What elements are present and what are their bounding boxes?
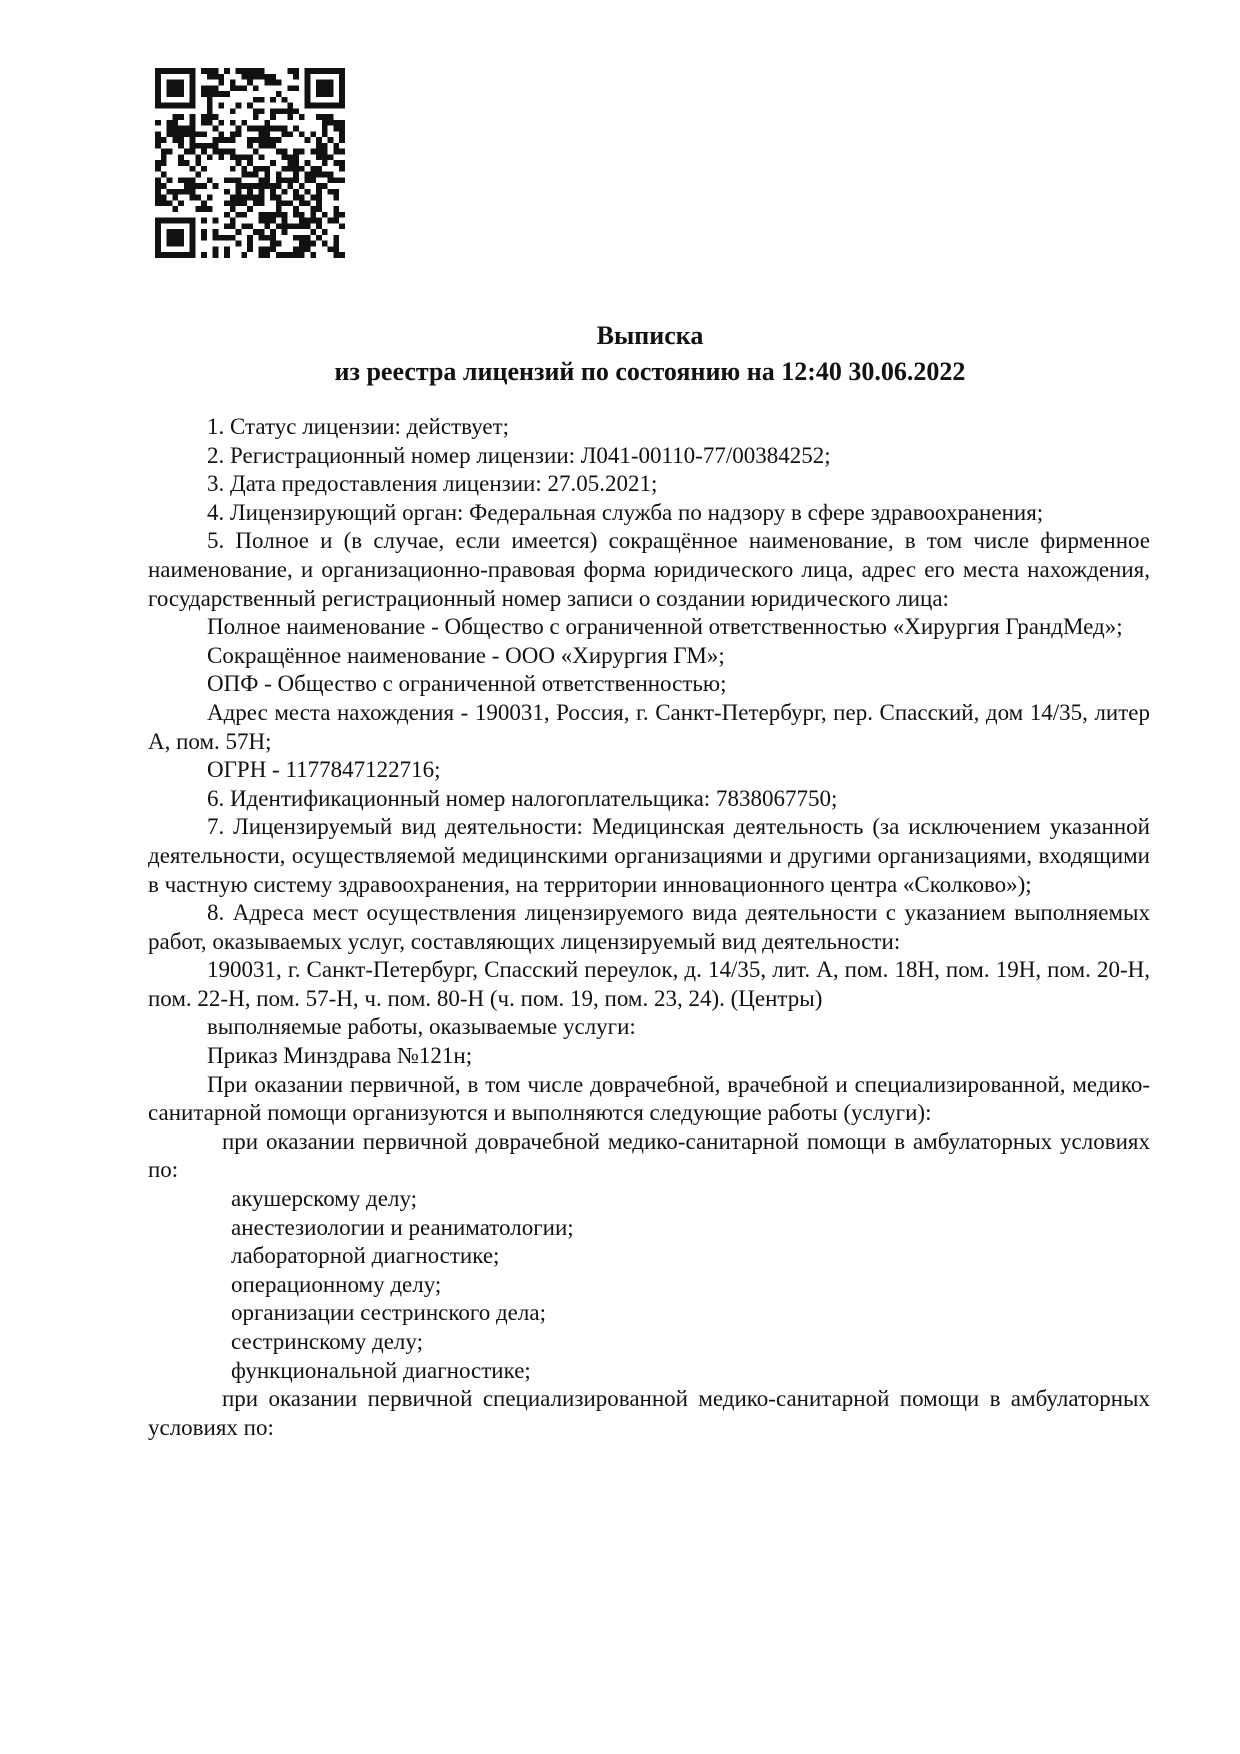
full-name: Полное наименование - Общество с ограниченной ответственностью «Хирургия ГрандМед»; [207, 614, 1123, 640]
prevrach-paragraph: при оказании первичной доврачебной медико-санитарной помощи в амбулаторных условиях по: [148, 1128, 1150, 1183]
service-item: операционному делу; [231, 1271, 442, 1297]
item-5-heading: 5. Полное и (в случае, если имеется) сокращённое наименование, в том числе фирменное наименование, и организационно-правовая форма юридического лица, адрес его места нахождения, государственный регистрационный номер записи о создании юридического лица: [148, 528, 1150, 611]
opf: ОПФ - Общество с ограниченной ответственностью; [207, 671, 727, 697]
license-status: 1. Статус лицензии: действует; [207, 414, 510, 439]
service-item: организации сестринского дела; [231, 1300, 546, 1326]
licensed-activity: 7. Лицензируемый вид деятельности: Медицинская деятельность (за исключением указанной деятельности, осуществляемой медицинскими организациями и другими организациями, входящими в частную систему здравоохранения, на территории инновационного центра «Сколково»); [148, 814, 1150, 897]
specialized-paragraph: при оказании первичной специализированной медико-санитарной помощи в амбулаторных условиях по: [148, 1386, 1150, 1440]
ogrn: ОГРН - 1177847122716; [207, 757, 441, 783]
service-item: акушерскому делу; [231, 1186, 418, 1212]
short-name: Сокращённое наименование - ООО «Хирургия ГМ»; [207, 642, 725, 668]
item-8-heading: 8. Адреса мест осуществления лицензируемого вида деятельности с указанием выполняемых работ, оказываемых услуг, составляющих лицензируемый вид деятельности: [148, 900, 1150, 954]
services-list [148, 1185, 1150, 1385]
licensing-authority: 4. Лицензирующий орган: Федеральная служба по надзору в сфере здравоохранения; [207, 499, 1044, 525]
order-reference: Приказ Минздрава №121н; [207, 1043, 473, 1069]
document-title [150, 318, 1150, 390]
legal-address: Адрес места нахождения - 190031, Россия, г. Санкт-Петербург, пер. Спасский, дом 14/35, литер А, пом. 57Н; [148, 699, 1150, 754]
service-item: лабораторной диагностике; [231, 1243, 500, 1269]
service-item: анестезиологии и реаниматологии; [231, 1214, 574, 1240]
title-line-1: Выписка [596, 321, 704, 350]
service-item: сестринскому делу; [231, 1329, 423, 1354]
license-date: 3. Дата предоставления лицензии: 27.05.2021; [207, 471, 658, 497]
qr-code-icon [155, 68, 345, 258]
primary-care-paragraph: При оказании первичной, в том числе доврачебной, врачебной и специализированной, медико-санитарной помощи организуются и выполняются следующие работы (услуги): [148, 1071, 1150, 1126]
inn: 6. Идентификационный номер налогоплательщика: 7838067750; [207, 785, 838, 811]
document-body [148, 413, 1150, 1442]
title-line-2: из реестра лицензий по состоянию на 12:40 30.06.2022 [334, 357, 966, 386]
service-item: функциональной диагностике; [231, 1357, 531, 1383]
works-heading: выполняемые работы, оказываемые услуги: [207, 1014, 636, 1040]
activity-address: 190031, г. Санкт-Петербург, Спасский переулок, д. 14/35, лит. А, пом. 18Н, пом. 19Н, пом. 20-Н, пом. 22-Н, пом. 57-Н, ч. пом. 80-Н (ч. пом. 19, пом. 23, 24). (Центры) [148, 957, 1150, 1011]
license-number: 2. Регистрационный номер лицензии: Л041-00110-77/00384252; [207, 442, 831, 468]
